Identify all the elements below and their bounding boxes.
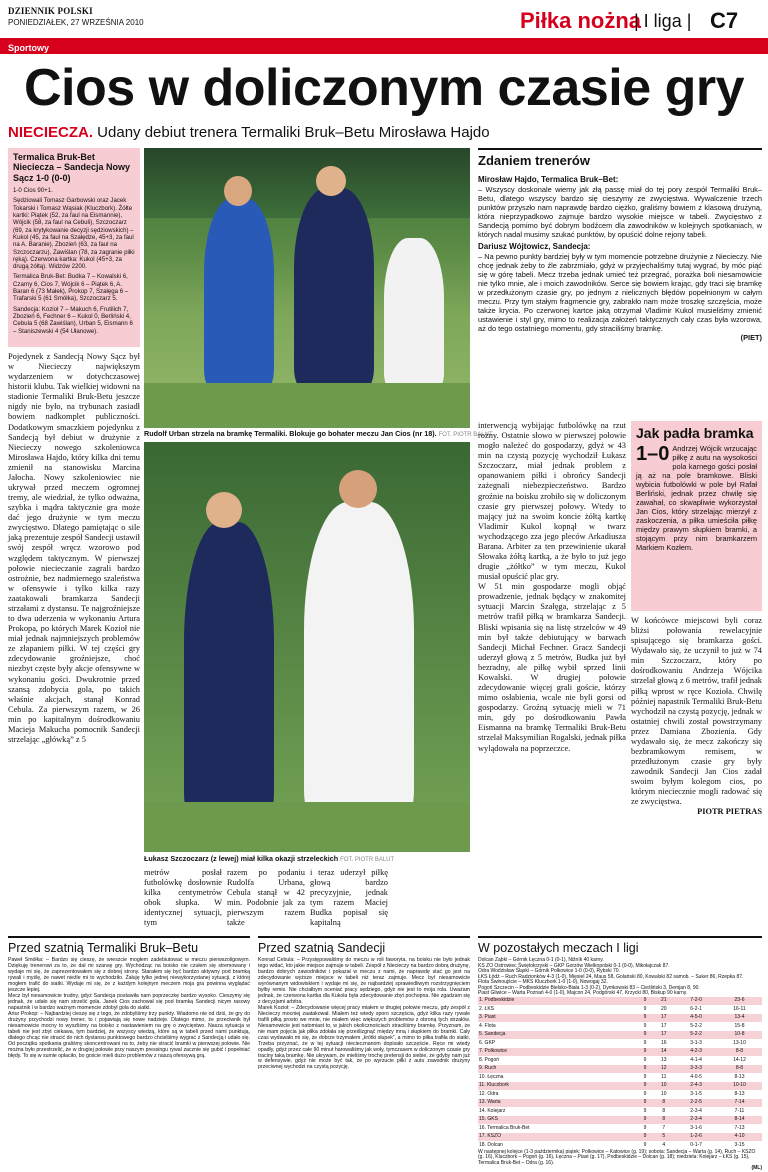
table-cell: 3-1-6	[690, 1124, 702, 1131]
photo-main-caption-text: Rudolf Urban strzela na bramkę Termaliki. Blokuje go bohater meczu Jan Cios (nr 18).	[144, 429, 437, 438]
table-cell: 9	[643, 1124, 647, 1131]
sandecja-locker-title: Przed szatnią Sandecji	[258, 936, 470, 956]
table-cell: 13	[661, 1056, 667, 1063]
table-cell: 9	[643, 997, 647, 1003]
table-row	[478, 1005, 762, 1014]
match-photo-main	[144, 148, 470, 428]
match-title: Termalica Bruk-Bet Nieciecza – Sandecja Nowy Sącz 1-0 (0-0)	[13, 152, 131, 183]
table-cell: 10	[661, 1090, 667, 1097]
photo-main-caption	[144, 429, 493, 439]
table-cell: 6-2-1	[690, 1005, 702, 1012]
table-cell: 9	[643, 1073, 647, 1080]
table-cell: 23-6	[734, 997, 745, 1003]
table-cell: 21	[661, 997, 667, 1003]
table-cell: 5-2-2	[690, 1031, 702, 1037]
results-list	[478, 958, 762, 997]
coach-1-quote: – Wszyscy doskonale wiemy jak złą passę miał do tej pory zespół Termaliki Bruk–Betu, dlatego wszyscy bardzo się cieszymy ze zwycięstwa. Wywalczenie trzech punktów przyszło nam naprawdę bardzo ciężko, graliśmy bowiem z klasową drużyną, która nieprzypadkowo zajmuje bardzo wysokie miejsce w tabeli. Zwycięstwo z Sandecją pomimo być dobrym bodźcem dla zawodników w kolejnych spotkaniach, w których nadal musimy szukać punktów, by opuścić dolne rejony tabeli.	[478, 184, 762, 239]
table-cell: 2-3-4	[690, 1116, 702, 1122]
result-line: KS ZO Ostrowiec Świętokrzyski – GKP Gorzów Wielkopolski 0-1 (0-0), Mikołajczak 87.	[478, 962, 670, 969]
table-row	[478, 1107, 762, 1116]
table-cell: 5. Sandecja	[479, 1031, 506, 1037]
table-cell: 9	[643, 1133, 647, 1139]
goal-box	[631, 421, 762, 611]
table-cell: 8-14	[734, 1116, 745, 1122]
table-cell: 4-1-4	[690, 1056, 702, 1063]
table-row	[478, 1022, 762, 1031]
table-cell: 17	[661, 1022, 667, 1029]
result-line: Dolcan Ząbki – Górnik Łęczna 0-1 (0-1), Nižník 40 karny.	[478, 957, 604, 963]
table-cell: 9. Ruch	[479, 1065, 497, 1071]
results-signature: (ML)	[751, 1165, 762, 1171]
table-cell: 18. Dolcan	[479, 1141, 503, 1148]
photo-second-credit: FOT. PIOTR BALUT	[340, 857, 395, 863]
table-cell: 6. GKP	[479, 1039, 496, 1046]
table-cell: 5	[662, 1133, 666, 1139]
coaches-title: Zdaniem trenerów	[478, 148, 762, 170]
table-cell: 17. KSZO	[479, 1133, 501, 1139]
table-row	[478, 1090, 762, 1099]
result-line: Odra Wodzisław Śląski – Górnik Polkowice 1-0 (0-0), Rybski 70.	[478, 968, 620, 974]
table-cell: 14. Kolejarz	[479, 1107, 506, 1114]
table-cell: 15-8	[734, 1022, 745, 1029]
result-line: Piast Gliwice – Warta Poznań 4-0 (1-0), Majcon 24, Podgórski 47, Krzycki 80, Biskup 90 karny.	[478, 990, 688, 996]
article-column-5: interwencją wybijając futbolówkę na rzut rożny. Ostatnie słowo w pierwszej połowie mogło należeć do gospodarzy, gdyż w 43 min na czystą pozycję wychodził Łukasz Szczoczarz, miał jednak problem z opanowaniem piłki i obrońcy Sandecji zażegnali niebezpieczeństwo. Bardzo groźnie na boisku zrobiło się w doliczonym czasie gry pierwszej połowy. Wtedy to mający już na swoim koncie żółtą kartkę Vladimir Kukol kopnął w twarz wychodzącego zza jego pleców Arkadiusza Barana. Arbiter za ten przewinienie ukarał Słowaka żółtą kartką, a że było to już jego drugie „żółtko” w tym meczu, Kukol musiał opuścić plac gry. W 51 min gospodarze mogli objąć prowadzenie, jednak będący w znakomitej sytuacji Marcin Szałęga, strzelając z 5 metrów trafił piłką w bramkarza Sandecji. Bliski wpisania się na listę strzelców w 49 min był także debiutujący w barwach Sandecji Michał Fechner. Gracz Sandecji uderzył głową z 5 metrów, Budka już był bezradny, ale piłkę wybił sprzed linii Kowalski. W drugiej połowie zdecydowanie więcej grali goście, którzy mimo osłabienia, wcale nie byli gorsi od gospodarzy. Groźną sytuację mieli w 71 min, gdy po dośrodkowaniu Pawła Eismanna na bramkę Termaliki Bruk-Betu strzelał Maksymilian Rogalski, jednak piłka wylądowała na poprzeczce.	[478, 421, 626, 753]
table-cell: 9	[643, 1022, 647, 1029]
table-cell: 17	[661, 1031, 667, 1037]
table-cell: 9	[643, 1082, 647, 1088]
table-cell: 5-2-2	[690, 1022, 702, 1029]
table-cell: 8-13	[734, 1090, 745, 1097]
sandecja-locker-text: Konrad Cebula: – Przystępowaliśmy do meczu w roli faworyta, na boisku nie było jednak tego widać, kto jakie miejsce zajmuje w tabeli. Zespół z Niecieczy na bardzo dobrą drużynę, bardzo dobrych zawodników i pokazał w meczu z nami, że naprawdę stać go jest na zdecydowanie wyższe miejsce w tabeli niż teraz zajmuje. Mecz był niesamowicie wyrównanym widowiskiem i wydaje mi się, że najbardziej sprawiedliwym rozstrzygnięciem byłby remis. Nie chciałbym oceniać pracy sędziego, gdyż nie jest to moja rola. Uważam jednak, że czerwona kartka dla Kukola była zdecydowanie zbyt pochopna. Nie zgadzam się z decyzjami arbitra. Marek Kozioł: – Zdecydowanie więcej pracy miałem w drugiej połowie meczu, gdy zespół z Niecieczy mocniej zaatakował. Miałem też wtedy sporo szczęścia, gdyż kilka razy rywale trafili piłką prosto we mnie, nie miałem więc większych problemów z obroną tych strzałów. Niesamowicie jest natomiast to, w jakich okolicznościach straciliśmy bramkę. Przyznam, że nie mam pojęcia jak piłka zdołała się prześlizgnąć między mną i słupkiem do bramki. Cały czas wydawało mi się, że dobrze trzymałem „krótki słupek”, a mimo to piłka trafiła do siatki. Trzeba przyznać, że w tej sytuacji nieciecznanom dopisało szczęście. Ręce mi wtedy opadły, gdyż przez całe 90 minut harowaliśmy jak woły, tymczasem w doliczonym czasie gry traciny taką bramkę. Nie ukrywam, że mieliśmy trochę pretensji do siebie, że gdyby nam już w defensywie, gdyż nie może być tak, że po wyrzucie piłki z autu zawodnik drużyny przeciwnej wychodzi na czystą pozycję.	[258, 957, 470, 1071]
table-cell: 8-8	[735, 1048, 744, 1054]
table-row	[478, 1065, 762, 1074]
table-cell: 12	[661, 1065, 667, 1071]
table-cell: 8-13	[734, 1073, 745, 1080]
table-cell: 4. Flota	[479, 1022, 496, 1029]
table-cell: 3-3-3	[690, 1065, 702, 1071]
masthead: DZIENNIK POLSKI	[8, 6, 93, 16]
table-cell: 9	[643, 1005, 647, 1012]
page-number: C7	[710, 8, 739, 33]
table-cell: 4-10	[734, 1133, 745, 1139]
goal-box-text: Andrzej Wójcik wrzucając piłkę z autu na wysokości pola karnego gości posłał ją aż na pole bramkowe. Bliski wybicia futbolówki w pole był Rafał Berliński, jednak przez chwilę się zawahał, co skwapliwie wykorzystał Jan Cios, który strzelając mierzył z zaskoczenia, a piłka umieściła piłkę między prawym słupkiem bramki, a stojącym przy nim bramkarzem Markiem Kozłem.	[636, 444, 757, 553]
table-cell: 11	[661, 1073, 667, 1080]
table-cell: 14	[661, 1048, 667, 1054]
table-cell: 8	[662, 1107, 666, 1114]
table-row	[478, 1116, 762, 1125]
table-row	[478, 1073, 762, 1082]
table-cell: 9	[643, 1065, 647, 1071]
match-photo-second	[144, 442, 470, 852]
coach-1-name: Mirosław Hajdo, Termalica Bruk–Bet:	[478, 175, 619, 184]
next-round: W następnej kolejce (1-3 października) piątek: Polkowice – Katowice (g. 19); sobota: Sandecja – Warta (g. 14), Ruch – KSZO (g. 16), Kluczbork – Pogoń (g. 16), Łęczna – Piast (g. 17), Podbeskidzie – Dolcan (g. 18); niedziela: Kolejarz – ŁKS (g. 15), Termalica Bruk-Bet – Odra (g. 16).	[478, 1148, 756, 1166]
table-cell: 17	[661, 1014, 667, 1020]
article-signature: PIOTR PIETRAS	[697, 807, 762, 817]
table-cell: 7-14	[734, 1099, 745, 1105]
issue-date: PONIEDZIAŁEK, 27 WRZEŚNIA 2010	[8, 18, 144, 27]
table-cell: 16-11	[733, 1005, 746, 1012]
table-cell: 10-10	[733, 1082, 746, 1088]
table-cell: 0-1-7	[690, 1141, 702, 1148]
table-row	[478, 1056, 762, 1065]
table-row	[478, 997, 762, 1006]
table-cell: 15. GKS	[479, 1116, 498, 1122]
coach-2-quote: – Na pewno punkty bardziej były w tym momencie potrzebne drużynie z Niecieczy. Nie chcę jednak żeby to źle zabrzmiało, gdyż w przyjechaliśmy tutaj wygrać, by móc piąć się w górę tabeli. Mecz trzeba jednak umieć też przegrać, porażka boli niesamowicie nie tylko mnie, ale i moich zawodników. Serce się bowiem krając, gdy traci się bramkę w przedłużonym czasie gry, po jednym z nielicznych błędów popełnionym w całym meczu. Przy tym stałym fragmencie gry, zabrakło nam może troszkę szczęścia, może także krycia. Po czerwonej kartce jaką otrzymał Vladimir Kukol musieliśmy zmienić ustawienie i styl gry, mimo to realizacja założeń taktycznych cały czas była wzorowa, aż do tego ostatniego momentu, gdy straciliśmy bramkę.	[478, 251, 762, 333]
photo-second-caption-text: Łukasz Szczoczarz (z lewej) miał kilka okazji strzeleckich	[144, 854, 339, 863]
headline: Cios w doliczonym czasie gry	[24, 59, 744, 117]
table-cell: 7-11	[734, 1107, 745, 1114]
away-lineup: Sandecja: Kozioł 7 – Makuch 6, Frutilich 7, Zbozień 6, Fechner 6 – Kukol 0, Berliński 4, Cebula 5 (68 Zawiślan), Urban 5, Eismann 6 – Staniszewski 4 (54 Ułanowe).	[13, 305, 133, 335]
table-cell: 9	[643, 1014, 647, 1020]
table-cell: 7	[662, 1124, 666, 1131]
table-cell: 14-12	[733, 1056, 746, 1063]
table-cell: 20	[661, 1005, 667, 1012]
section-bar	[0, 38, 768, 54]
table-cell: 16	[661, 1039, 667, 1046]
table-cell: 9	[643, 1099, 647, 1105]
table-cell: 9	[643, 1048, 647, 1054]
subtitle-text: Udany debiut trenera Termaliki Bruk–Betu Mirosława Hajdo	[93, 124, 490, 141]
table-row	[478, 1031, 762, 1040]
table-cell: 8	[662, 1099, 666, 1105]
table-cell: 9	[643, 1141, 647, 1148]
table-cell: 7-2-0	[690, 997, 702, 1003]
table-cell: 3. Piast	[479, 1014, 496, 1020]
table-cell: 3-1-5	[690, 1090, 702, 1097]
table-cell: 10	[661, 1082, 667, 1088]
article-column-2: metrów posłał futbolówkę dosłownie kilka centymetrów obok słupka. W identycznej sytuacji, tym	[144, 868, 222, 928]
result-line: ŁKS Łódź – Ruch Radzionków 4-3 (1-0), Mięsiel 24, Maus 58, Golański 80, Kowalski 82 samob. – Suker 86, Rzepka 87.	[478, 973, 744, 980]
match-stats-box	[8, 148, 140, 347]
table-row	[478, 1133, 762, 1142]
table-cell: 9	[643, 1039, 647, 1046]
table-cell: 2. ŁKS	[479, 1005, 495, 1012]
article-column-6-text: W końcówce miejscowi byli coraz bliżsi połowania rewelacyjnie spisującego się bramkarza gości. Wydawało się, że uczynił to już w 74 min Szczoczarz, który po dośrodkowaniu Andrzeja Wójcika strzelał głową z 6 metrów, trafił jednak piłką wprost w ręce Kozioła. Chwilę później napastnik Termaliki Bruk-Betu wychodził na czystą pozycję, jednak w ostatniej chwili został powstrzymany przez Damiana Zbozienia. Gdy wydawało się, że mecz zakończy się bezbramkowym remisem, w przedłużonym czasie gry były zawodnik Sandecji Jan Cios zadał swoim byłym kolegom cios, po którym nieciecznie mogli radować się ze zwycięstwa.	[631, 616, 762, 807]
article-column-6	[631, 616, 762, 932]
result-line: Pogoń Szczecin – Podbeskidzie Bielsko-Biała 1-3 (0-2), Dymkowski 83 – Cieśliński 3, Demjan 8, 90.	[478, 984, 700, 991]
referee-info: Sędziowali Tomasz Garbowski oraz Jacek Tokarski i Tomasz Wąsiak (Kluczbork). Żółte kartki: Piątek (52, za faul na Eismannie), Wójcik (58, za faul na Cebuli), Szczoczarz (69, za krytykowanie decyzji sędziowskich) – Kukol (45, za faul na Szałędze, 45+3, za faul na A. Baranie), Zbozień (63, za faul na Szczoczarzu), Zawiślan (78, za zagranie piłki ręką). Czerwona kartka: Kukol (45+3, za drugą żółtą). Widzów 2200.	[13, 197, 135, 271]
table-cell: 9	[643, 1116, 647, 1122]
league-label: | I liga |	[634, 11, 692, 31]
table-row	[478, 1014, 762, 1023]
table-cell: 1. Podbeskidzie	[479, 997, 515, 1003]
article-column-3: razem po podaniu Rudolfa Urbana, Cebula stanął w 42 min. Podobnie jak za pierwszym razem także	[227, 868, 305, 928]
table-cell: 16. Termalica Bruk-Bet	[479, 1124, 530, 1131]
article-column-1: Pojedynek z Sandecją Nowy Sącz był w Niecieczy największym wydarzeniem w dotychczasowej historii klubu. Tak wielkiej widowni na stadionie Termaliki Bruk-Betu jeszcze nigdy nie było, na trybunach zasiadł bowiem nadkomplet publiczności. Dodatkowym smaczkiem pojedynku z Sandecją był debiut w drużynie z Niecieczy nowego szkoleniowca Mirosława Hajdo, który kilka dni temu zmienił na stanowisku Marcina Jałocha. Nowy szkoleniowiec nie ukrywał przed meczem ogromnej tremy, ale wiedział, że tylko odważna, szybka i mądra taktycznie gra może dać jego drużynie w tym meczu zwycięstwo. Dlatego pamiętając o sile jaką prezentuje zespół Sandecji ustawił swój zespół wręcz wzorowo pod względem taktycznym. W pierwszej połowie niecieczanie zagrali bardzo ostrożnie, bez nadmiernego szaleństwa w ofensywie i tylko kilka razy zaatakowali bramkarza Sandecji strzałami z dystansu. Te najgroźniejsze to dwa uderzenia w wykonaniu Artura Prokopa, po których Marek Kozioł nie miał jednak najmniejszych problemów ze złapaniem piłki. W tej części gry zdecydowanie groźniejsze, choć niezbyt częste były akcje ofensywne w wykonaniu gości. Dwukrotnie przed szansą zdobycia gola, po takich właśnie akcjach, stanął Konrad Cebula. Za pierwszym razem, w 26 min po kapitalnym dośrodkowaniu Macieja Makucha pomocnik Sandecji strzelając „główką” z 5	[8, 352, 140, 744]
photo-main-credit: FOT. PIOTR BALUT	[438, 432, 493, 438]
table-cell: 2-4-3	[690, 1082, 702, 1088]
table-cell: 8-8	[735, 1065, 744, 1071]
table-cell: 13-10	[733, 1039, 746, 1046]
goal-box-score: 1–0	[636, 443, 670, 465]
table-row	[478, 1099, 762, 1108]
table-cell: 3-1-3	[690, 1039, 702, 1046]
goal-box-title: Jak padła bramka	[636, 425, 754, 441]
photo-second-caption	[144, 855, 474, 864]
table-row	[478, 1082, 762, 1091]
table-cell: 9	[643, 1107, 647, 1114]
table-row	[478, 1048, 762, 1057]
table-cell: 7. Polkowice	[479, 1048, 508, 1054]
kicker: NIECIECZA.	[8, 124, 94, 141]
table-cell: 10. Łęczna	[479, 1073, 504, 1080]
table-cell: 10-8	[734, 1031, 745, 1037]
table-cell: 4-0-5	[690, 1073, 702, 1080]
other-matches-title: W pozostałych meczach I ligi	[478, 936, 762, 956]
table-cell: 13. Warta	[479, 1099, 501, 1105]
table-cell: 4	[662, 1141, 666, 1148]
table-row	[478, 1124, 762, 1133]
table-cell: 2-3-4	[690, 1107, 702, 1114]
coaches-signature: (PIET)	[740, 332, 762, 342]
table-cell: 9	[643, 1031, 647, 1037]
table-cell: 4-5-0	[690, 1014, 702, 1020]
goal-line: 1-0 Cios 90+1.	[13, 187, 53, 195]
section-label: Piłka nożna	[520, 8, 642, 33]
table-cell: 12. Odra	[479, 1090, 499, 1097]
table-cell: 9	[643, 1056, 647, 1063]
coach-2-name: Dariusz Wójtowicz, Sandecja:	[478, 241, 591, 251]
table-row	[478, 1039, 762, 1048]
table-cell: 7-13	[734, 1124, 745, 1131]
other-results	[478, 957, 762, 1171]
table-cell: 8	[662, 1116, 666, 1122]
termalica-locker-text: Paweł Smółka: – Bardzo się cieszę, że wreszcie mogłem zadebiutować w meczu pierwszoligowym. Dziękuję trenerowi za to, że dał mi szansę gry. Wychodząc na boisko nie czułem się stremowany i wydaje mi się, że zaprezentowałem się z dobrej strony. Starałem się być bardzo aktywny pod bramką rywali i myślę, że nawet nieźle mi to wychodziło. Żałuję tylko jednej niewykorzystanej sytuacji, z której mogłem trafić do siatki. Wydaje mi się, że z każdym kolejnym meczem moja gra powinna wyglądać jeszcze lepiej. Mecz był niesamowicie trudny, gdyż Sandecja postawiła nam poprzeczkę bardzo wysoko. Cieszymy się jednak, że udało się nam strzelić gola. Janek Cios zachował się pod bramką Sandecji nicym rasowy napastnik i w bardzo ważnym momencie zdobył gola do siatki. Artur Prokop: – Najbardziej cieszę się z tego, że zdobyliśmy trzy punkty. Wiadomo nie od dziś, że gry do drużyny przychodzi nowy trener, to i pojawiają się nowe nadzieje. Dlatego mimo, że przeciwnik był niesamowicie mocny to wyszliśmy na boisko z nastawieniem na grę o zwycięstwo. Nasza sytuacja w tabeli nie jest zbyt ciekawa, tym bardziej, że wszyscy wiedzą, które są w tabeli przed nami punktują, dlatego chcąc nie stracić do nich dystansu punktowego bardzo chcieliśmy wygrać z Sandecją i udało się. Od początku spotkania graliśmy skoncentrowani na to, żeby nie stracić bramki w pierwszej połowie. Nie można było przestrzelić, że w drugiej połowie przy naszym pressingu rywal zacznie się gubić i popełniać błędy. To się w sumie opłaciło, bo goście mieli dużo problemów z naszą ofensywą grą.	[8, 957, 250, 1059]
league-table	[478, 997, 762, 1150]
table-cell: 3-15	[734, 1141, 745, 1148]
table-cell: 13-4	[734, 1014, 745, 1020]
table-cell: 2-2-5	[690, 1099, 702, 1105]
table-cell: 9	[643, 1090, 647, 1097]
article-column-4: i teraz uderzył piłkę głową bardzo precyzyjnie, jednak tym razem Maciej Budka popisał się kapitalną	[310, 868, 388, 928]
subtitle	[8, 124, 490, 141]
table-cell: 4-2-3	[690, 1048, 702, 1054]
table-cell: 1-2-6	[690, 1133, 702, 1139]
home-lineup: Termalica Bruk-Bet: Budka 7 – Kowalski 6, Czarny 6, Cios 7, Wójcik 6 – Piątek 6, A. Baran 6 (73 Małek), Prokop 7, Szałęga 6 – Trafarski 5 (61 Smółka), Szczoczarz 5.	[13, 273, 129, 303]
section-bar-label: Sportowy	[8, 43, 50, 53]
table-cell: 8. Pogoń	[479, 1056, 500, 1063]
coaches-quotes	[478, 172, 762, 416]
table-cell: 11. Kluczbork	[479, 1082, 509, 1088]
result-line: Flota Świnoujście – MKS Kluczbork 1-0 (1-0), Nowogaj 32.	[478, 979, 608, 985]
termalica-locker-title: Przed szatnią Termaliki Bruk–Betu	[8, 936, 250, 956]
